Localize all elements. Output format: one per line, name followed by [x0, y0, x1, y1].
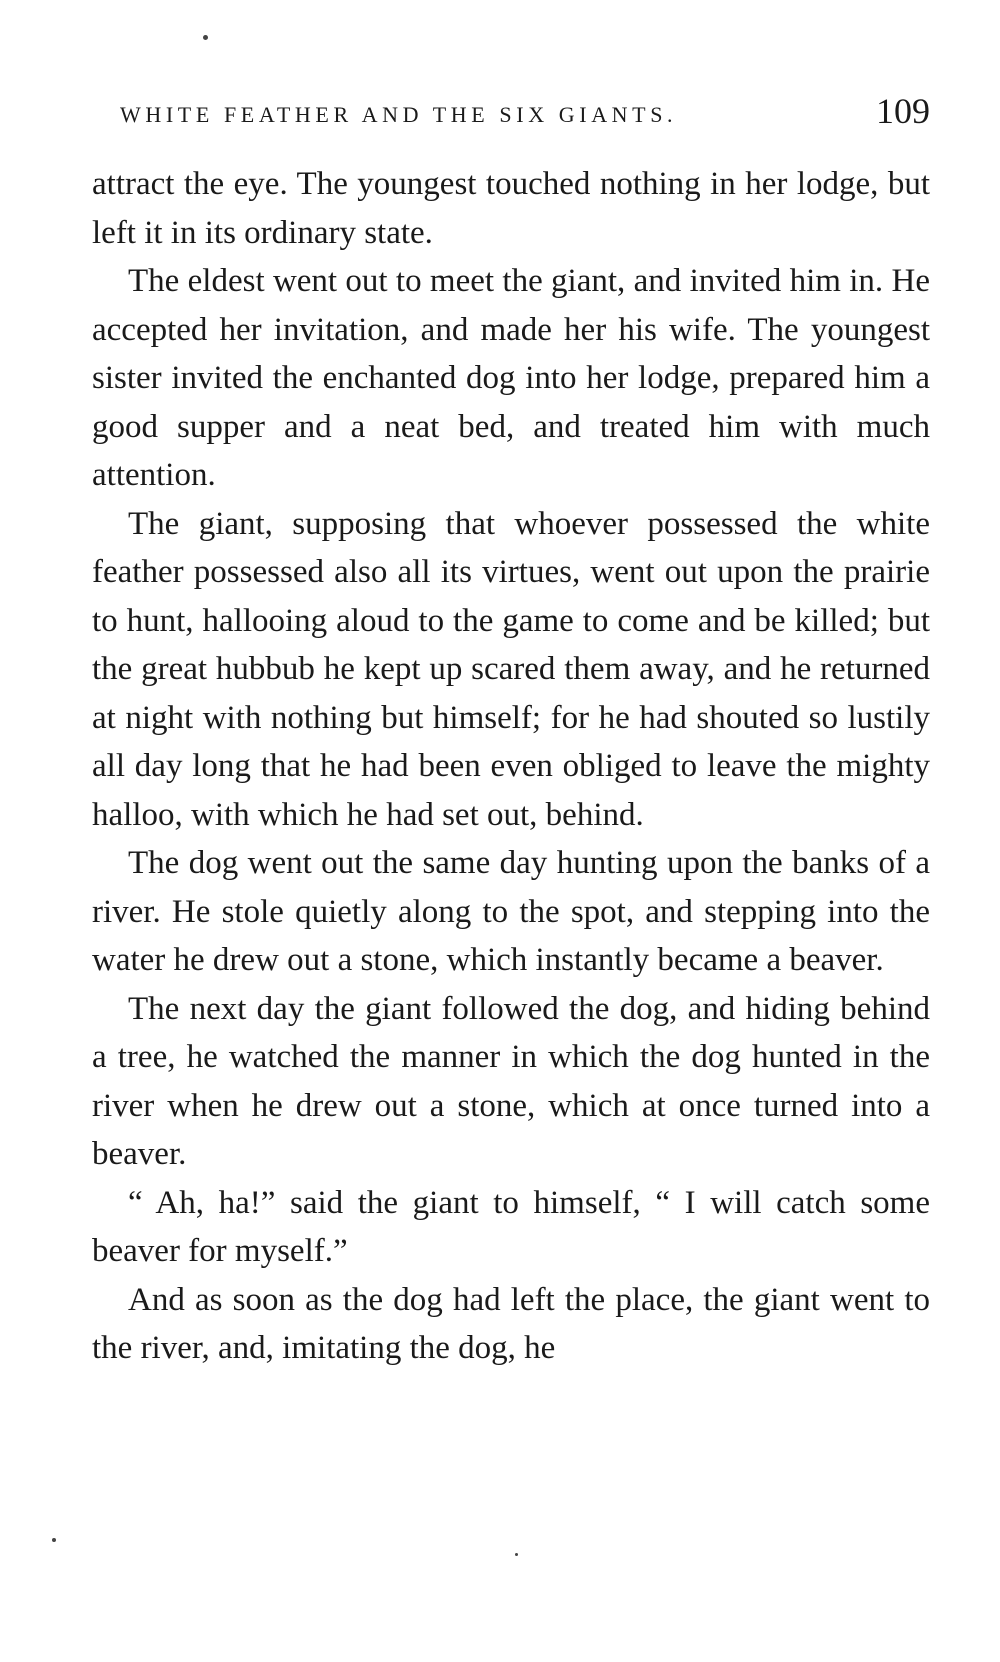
ink-speck [203, 35, 208, 40]
paragraph: The next day the giant followed the dog, and hiding behind a tree, he watched the manner in which the dog hunted in the river when he drew out a stone, which at once turned into a beaver. [92, 990, 930, 1172]
running-head [120, 91, 930, 136]
paragraph: The dog went out the same day hunting upon the banks of a river. He stole quietly along to the spot, and stepping into the water he drew out a stone, which instantly became a beaver. [92, 845, 930, 978]
paragraph-continued: attract the eye. The youngest touched nothing in her lodge, but left it in its ordinary state. [92, 166, 930, 251]
body-text [92, 160, 930, 1373]
paragraph: “ Ah, ha!” said the giant to himself, “ I will catch some beaver for myself.” [92, 1184, 930, 1269]
paragraph: The eldest went out to meet the giant, and invited him in. He accepted her invitation, and made her his wife. The youngest sister invited the enchanted dog into her lodge, prepared him a good supper and a neat bed, and treated him with much attention. [92, 263, 930, 493]
running-title: WHITE FEATHER AND THE SIX GIANTS. [120, 102, 678, 127]
paragraph: And as soon as the dog had left the place, the giant went to the river, and, imitating the dog, he [92, 1281, 930, 1366]
paragraph: The giant, supposing that whoever possessed the white feather possessed also all its virtues, went out upon the prairie to hunt, hallooing aloud to the game to come and be killed; but the great hubbub he kept up scared them away, and he returned at night with nothing but himself; for he had shouted so lustily all day long that he had been even obliged to leave the mighty halloo, with which he had set out, behind. [92, 505, 930, 833]
page-number: 109 [876, 91, 930, 131]
ink-speck [52, 1538, 56, 1542]
ink-speck [515, 1553, 518, 1556]
